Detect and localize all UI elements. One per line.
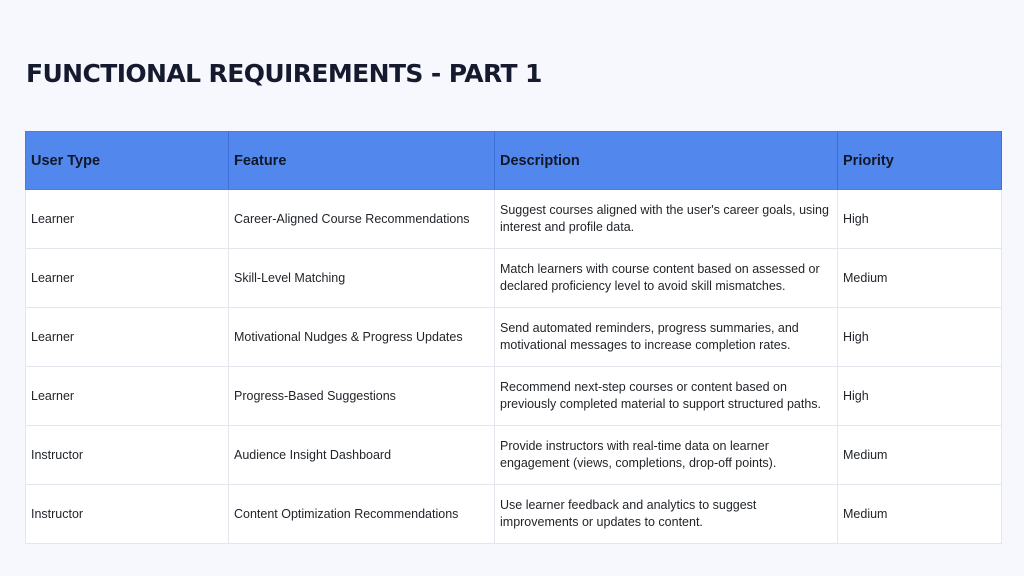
cell-description: Recommend next-step courses or content based on previously completed material to support structured paths.	[495, 367, 838, 426]
cell-priority: High	[838, 308, 1002, 367]
cell-priority: Medium	[838, 426, 1002, 485]
cell-user-type: Learner	[26, 367, 229, 426]
slide-title: FUNCTIONAL REQUIREMENTS - PART 1	[26, 59, 542, 88]
table-row	[26, 426, 1002, 485]
table-row	[26, 190, 1002, 249]
cell-feature: Audience Insight Dashboard	[229, 426, 495, 485]
cell-user-type: Learner	[26, 249, 229, 308]
cell-user-type: Learner	[26, 308, 229, 367]
header-feature: Feature	[229, 132, 495, 190]
cell-user-type: Learner	[26, 190, 229, 249]
cell-priority: High	[838, 367, 1002, 426]
header-priority: Priority	[838, 132, 1002, 190]
cell-feature: Content Optimization Recommendations	[229, 485, 495, 544]
cell-feature: Motivational Nudges & Progress Updates	[229, 308, 495, 367]
cell-user-type: Instructor	[26, 426, 229, 485]
cell-description: Match learners with course content based on assessed or declared proficiency level to avoid skill mismatches.	[495, 249, 838, 308]
header-user-type: User Type	[26, 132, 229, 190]
cell-description: Send automated reminders, progress summaries, and motivational messages to increase completion rates.	[495, 308, 838, 367]
cell-priority: Medium	[838, 485, 1002, 544]
requirements-table	[25, 131, 1002, 544]
cell-feature: Skill-Level Matching	[229, 249, 495, 308]
cell-user-type: Instructor	[26, 485, 229, 544]
cell-feature: Progress-Based Suggestions	[229, 367, 495, 426]
cell-priority: High	[838, 190, 1002, 249]
table-row	[26, 367, 1002, 426]
cell-description: Use learner feedback and analytics to suggest improvements or updates to content.	[495, 485, 838, 544]
table-row	[26, 249, 1002, 308]
cell-feature: Career-Aligned Course Recommendations	[229, 190, 495, 249]
cell-description: Suggest courses aligned with the user's career goals, using interest and profile data.	[495, 190, 838, 249]
header-description: Description	[495, 132, 838, 190]
cell-priority: Medium	[838, 249, 1002, 308]
table-row	[26, 308, 1002, 367]
cell-description: Provide instructors with real-time data on learner engagement (views, completions, drop-off points).	[495, 426, 838, 485]
table-row	[26, 485, 1002, 544]
table-header-row	[26, 132, 1002, 190]
